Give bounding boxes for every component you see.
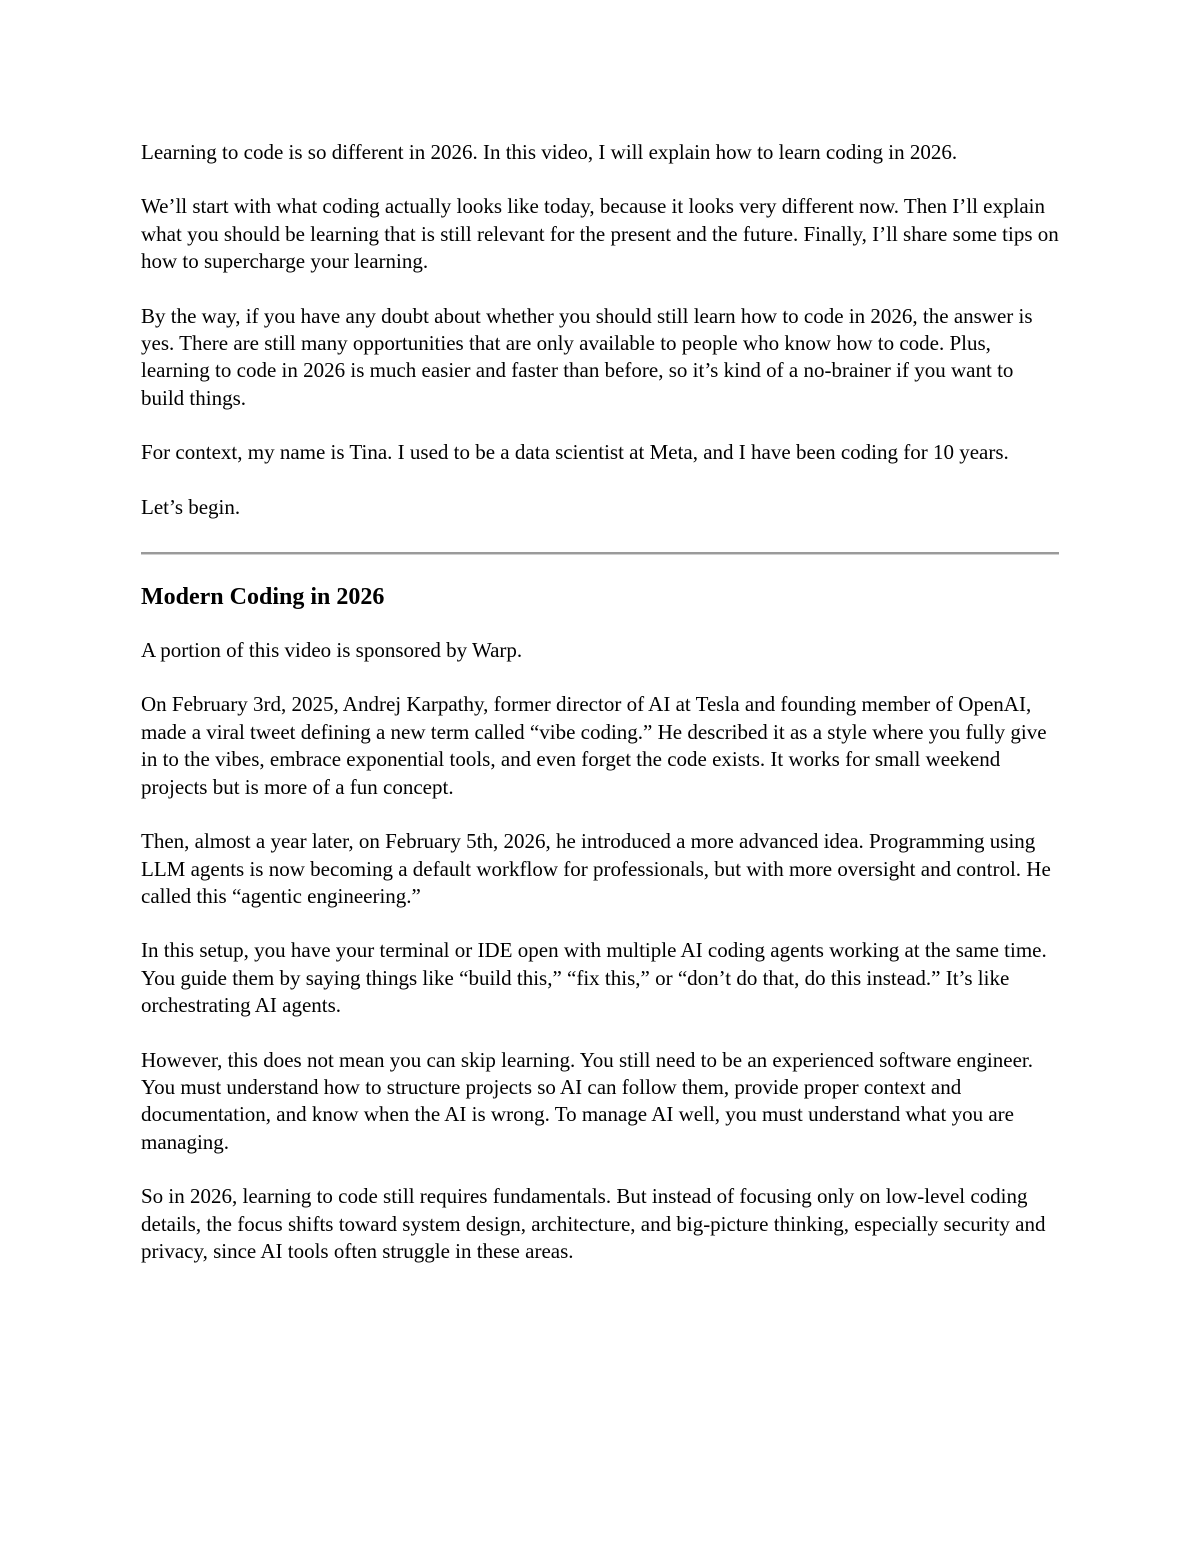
intro-paragraph-1: Learning to code is so different in 2026. In this video, I will explain how to learn coding in 2026. <box>141 140 958 164</box>
intro-paragraph-3: By the way, if you have any doubt about whether you should still learn how to code in 2026, the answer is yes. There are still many opportunities that are only available to people who know how to code. Plus, learning to code in 2026 is much easier and faster than before, so it’s kind of a no-brainer if you want to build things. <box>141 303 1033 410</box>
intro-paragraph-4: For context, my name is Tina. I used to be a data scientist at Meta, and I have been coding for 10 years. <box>141 440 1009 465</box>
intro-paragraph-2: We’ll start with what coding actually looks like today, because it looks very different now. Then I’ll explain what you should be learning that is still relevant for the present and the future. Finally, I’ll share some tips on how to supercharge your learning. <box>141 194 1059 274</box>
section-paragraph-1: A portion of this video is sponsored by Warp. <box>141 638 523 663</box>
section-paragraph-4: In this setup, you have your terminal or IDE open with multiple AI coding agents working at the same time. You guide them by saying things like “build this,” “fix this,” or “don’t do that, do this instead.” It’s like orchestrating AI agents. <box>141 938 1047 1018</box>
document-page <box>141 139 1059 1292</box>
horizontal-divider <box>141 552 1059 555</box>
section-paragraph-6: So in 2026, learning to code still requires fundamentals. But instead of focusing only on low-level coding details, the focus shifts toward system design, architecture, and big-picture thinking, especially security and privacy, since AI tools often struggle in these areas. <box>141 1184 1046 1263</box>
section-paragraph-5: However, this does not mean you can skip learning. You still need to be an experienced software engineer. You must understand how to structure projects so AI can follow them, provide proper context and documentation, and know when the AI is wrong. To manage AI well, you must understand what you are managing. <box>141 1047 1033 1154</box>
section-heading: Modern Coding in 2026 <box>141 584 385 611</box>
section-paragraph-3: Then, almost a year later, on February 5th, 2026, he introduced a more advanced idea. Programming using LLM agents is now becoming a default workflow for professionals, but with more oversight and control. He called this “agentic engineering.” <box>141 829 1051 908</box>
intro-paragraph-5: Let’s begin. <box>141 494 241 519</box>
section-paragraph-2: On February 3rd, 2025, Andrej Karpathy, former director of AI at Tesla and founding member of OpenAI, made a viral tweet defining a new term called “vibe coding.” He described it as a style where you fully give in to the vibes, embrace exponential tools, and even forget the code exists. It works for small weekend projects but is more of a fun concept. <box>141 692 1047 799</box>
